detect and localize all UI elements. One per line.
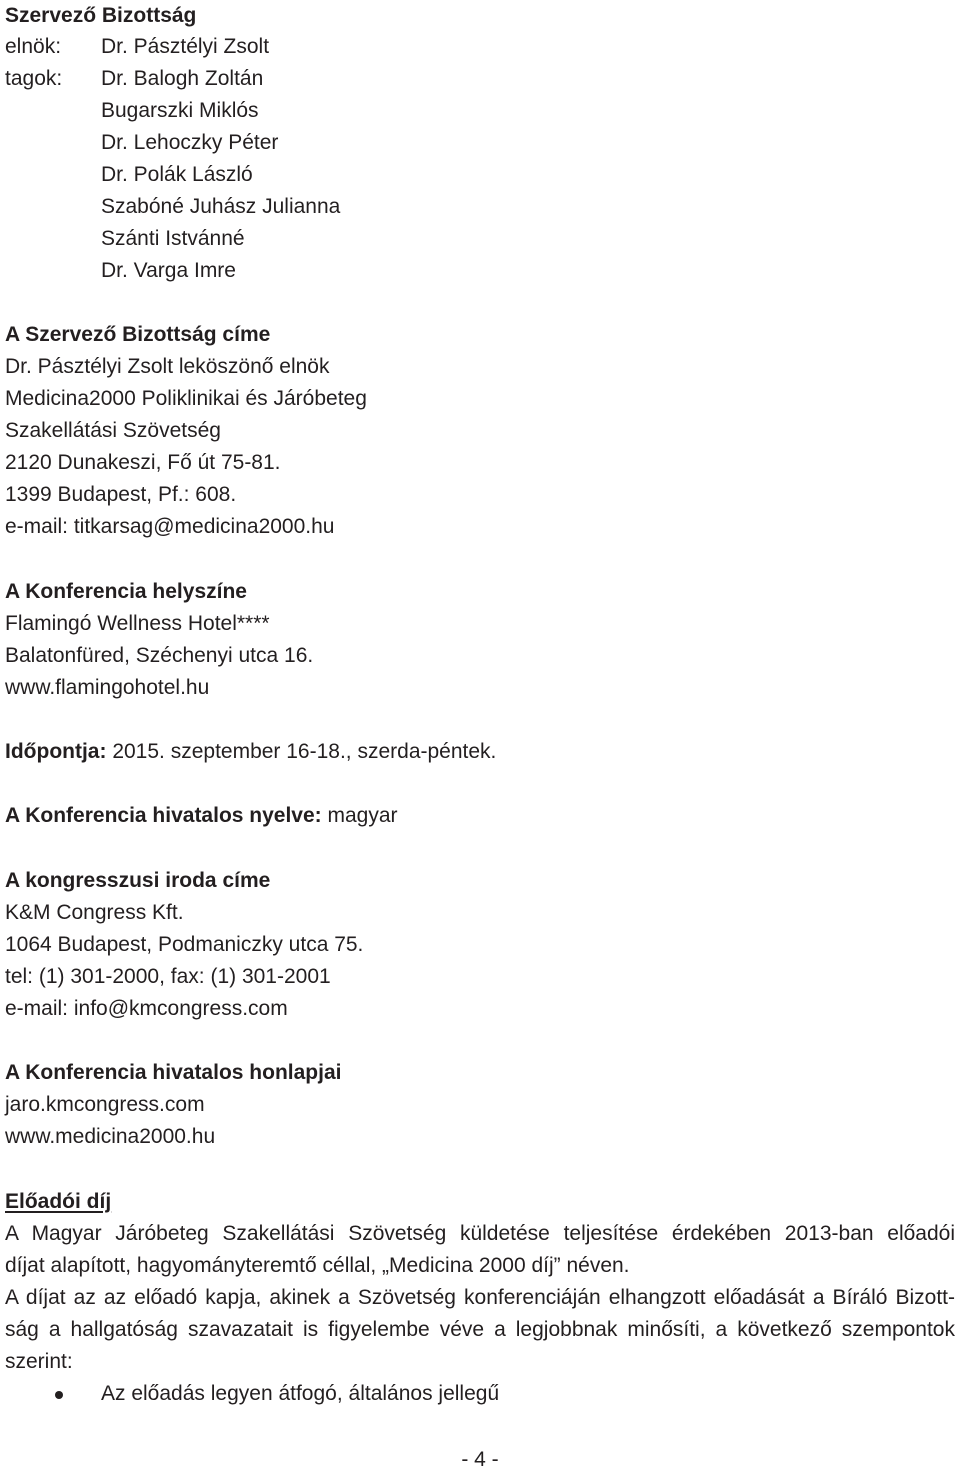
language-label: A Konferencia hivatalos nyelve:	[5, 804, 322, 827]
member-name: Dr. Varga Imre	[101, 259, 236, 282]
office-line: K&M Congress Kft.	[5, 901, 184, 924]
date-row	[5, 736, 496, 768]
address-line: Szakellátási Szövetség	[5, 419, 221, 442]
committee-address-title: A Szervező Bizottság címe	[5, 323, 271, 346]
member-name: Szánti Istvánné	[101, 227, 245, 250]
members-label: tagok:	[5, 67, 63, 90]
office-email[interactable]: e-mail: info@kmcongress.com	[5, 997, 288, 1020]
address-line: Dr. Pásztélyi Zsolt leköszönő elnök	[5, 355, 330, 378]
award-bullet-item	[5, 1378, 955, 1410]
language-value: magyar	[321, 804, 398, 827]
member-name: Bugarszki Miklós	[101, 99, 259, 122]
venue-website[interactable]: www.flamingohotel.hu	[5, 676, 210, 699]
member-name: Dr. Polák László	[101, 163, 253, 186]
website-link[interactable]: www.medicina2000.hu	[5, 1125, 216, 1148]
office-line: 1064 Budapest, Podmaniczky utca 75.	[5, 933, 364, 956]
bullet-text: Az előadás legyen átfogó, általános jellegű	[101, 1382, 500, 1405]
venue-line: Balatonfüred, Széchenyi utca 16.	[5, 644, 314, 667]
award-paragraph-line: díjat alapított, hagyományteremtő céllal, „Medicina 2000 díj” néven.	[5, 1254, 630, 1277]
venue-title: A Konferencia helyszíne	[5, 580, 247, 603]
venue-line: Flamingó Wellness Hotel****	[5, 612, 270, 635]
award-paragraph-line: ság a hallgatóság szavazatait is figyelembe véve a legjobbnak minősíti, a következő szempontok	[5, 1318, 955, 1341]
member-name: Szabóné Juhász Julianna	[101, 195, 341, 218]
date-value: 2015. szeptember 16-18., szerda-péntek.	[106, 740, 497, 763]
award-paragraph-line: A díjat az az előadó kapja, akinek a Szövetség konferenciáján elhangzott előadását a Bíráló Bizott-	[5, 1286, 955, 1309]
president-label: elnök:	[5, 35, 62, 58]
address-line: Medicina2000 Poliklinikai és Járóbeteg	[5, 387, 367, 410]
award-paragraph-line: A Magyar Járóbeteg Szakellátási Szövetség küldetése teljesítése érdekében 2013-ban előadói	[5, 1222, 955, 1245]
website-link[interactable]: jaro.kmcongress.com	[5, 1093, 205, 1116]
member-name: Dr. Lehoczky Péter	[101, 131, 279, 154]
committee-title: Szervező Bizottság	[5, 4, 197, 27]
page-number: - 4 -	[461, 1448, 499, 1471]
bullet-icon	[55, 1391, 63, 1399]
committee-president-row	[5, 31, 955, 63]
address-email[interactable]: e-mail: titkarsag@medicina2000.hu	[5, 515, 335, 538]
office-line: tel: (1) 301-2000, fax: (1) 301-2001	[5, 965, 331, 988]
date-label: Időpontja:	[5, 740, 107, 763]
award-title: Előadói díj	[5, 1190, 112, 1213]
address-line: 2120 Dunakeszi, Fő út 75-81.	[5, 451, 281, 474]
member-name: Dr. Balogh Zoltán	[101, 67, 264, 90]
president-name: Dr. Pásztélyi Zsolt	[101, 35, 270, 58]
award-paragraph-line: szerint:	[5, 1350, 73, 1373]
websites-title: A Konferencia hivatalos honlapjai	[5, 1061, 342, 1084]
committee-members-row	[5, 63, 955, 95]
address-line: 1399 Budapest, Pf.: 608.	[5, 483, 237, 506]
language-row	[5, 800, 398, 832]
office-title: A kongresszusi iroda címe	[5, 869, 271, 892]
